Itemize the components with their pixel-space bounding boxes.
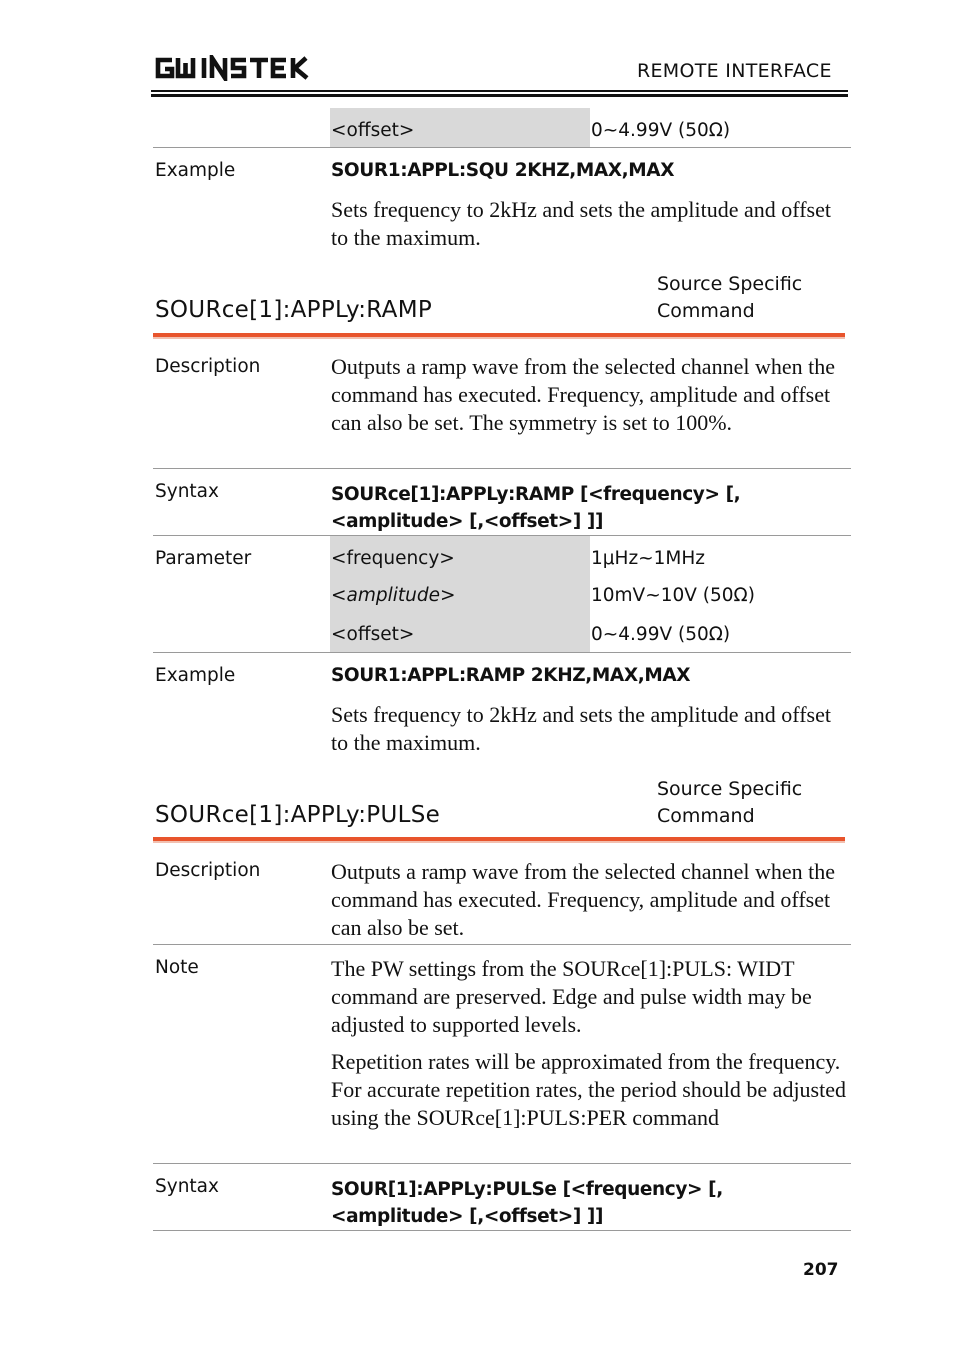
parameter-label: Parameter	[155, 548, 252, 569]
example-text: Sets frequency to 2kHz and sets the amplitude and offset to the maximum.	[331, 702, 831, 756]
example-label: Example	[155, 160, 236, 181]
syntax-label: Syntax	[155, 1176, 219, 1197]
ramp-section-title: SOURce[1]:APPLy:RAMP	[155, 297, 433, 323]
param-value: 1μHz~1MHz	[591, 548, 706, 569]
tag-line: Command	[657, 805, 755, 827]
brand-logo	[153, 55, 323, 81]
tag-line: Command	[657, 300, 755, 322]
param-name: <frequency>	[331, 548, 455, 569]
example-text: Sets frequency to 2kHz and sets the amplitude and offset to the maximum.	[331, 197, 831, 251]
example-label: Example	[155, 665, 236, 686]
header-rule-thick	[151, 94, 848, 97]
divider	[153, 468, 851, 469]
description-label: Description	[155, 356, 261, 377]
param-name: <offset>	[331, 120, 415, 141]
note-text: Repetition rates will be approximated from the frequency. For accurate repetition rates, the period should be adjusted using the SOURce[1]:PULS:PER command	[331, 1049, 846, 1131]
divider	[153, 1163, 851, 1164]
example-command: SOUR1:APPL:RAMP 2KHZ,MAX,MAX	[331, 665, 691, 686]
ramp-tag	[657, 271, 802, 325]
description-text: Outputs a ramp wave from the selected channel when the command has executed. Frequency, amplitude and offset can also be set.	[331, 859, 835, 941]
param-value: 10mV~10V (50Ω)	[591, 585, 755, 606]
gw-instek-logo-icon	[153, 55, 323, 81]
syntax-label: Syntax	[155, 481, 219, 502]
section-rule-shadow	[153, 841, 845, 843]
header-rule	[151, 90, 848, 92]
pulse-tag	[657, 776, 802, 830]
param-value: 0~4.99V (50Ω)	[591, 624, 731, 645]
pulse-section-title: SOURce[1]:APPLy:PULSe	[155, 802, 441, 828]
section-rule-shadow	[153, 337, 845, 339]
section-title: REMOTE INTERFACE	[637, 60, 832, 82]
note-label: Note	[155, 957, 199, 978]
syntax-text: SOURce[1]:APPLy:RAMP [<frequency> [,<amplitude> [,<offset>] ]]	[331, 484, 741, 532]
divider	[153, 147, 851, 148]
syntax-text: SOUR[1]:APPLy:PULSe [<frequency> [,<amplitude> [,<offset>] ]]	[331, 1179, 723, 1227]
divider	[153, 652, 851, 653]
divider	[153, 944, 851, 945]
param-name: <offset>	[331, 624, 415, 645]
page-number: 207	[803, 1260, 839, 1280]
tag-line: Source Specific	[657, 778, 803, 800]
param-name: <amplitude>	[331, 585, 456, 606]
description-label: Description	[155, 860, 261, 881]
description-text: Outputs a ramp wave from the selected channel when the command has executed. Frequency, amplitude and offset can also be set. The symmetry is set to 100%.	[331, 354, 835, 436]
tag-line: Source Specific	[657, 273, 803, 295]
divider	[153, 1230, 851, 1231]
example-command: SOUR1:APPL:SQU 2KHZ,MAX,MAX	[331, 160, 675, 181]
param-value: 0~4.99V (50Ω)	[591, 120, 731, 141]
note-text: The PW settings from the SOURce[1]:PULS: WIDT command are preserved. Edge and pulse width may be adjusted to supported levels.	[331, 956, 812, 1038]
